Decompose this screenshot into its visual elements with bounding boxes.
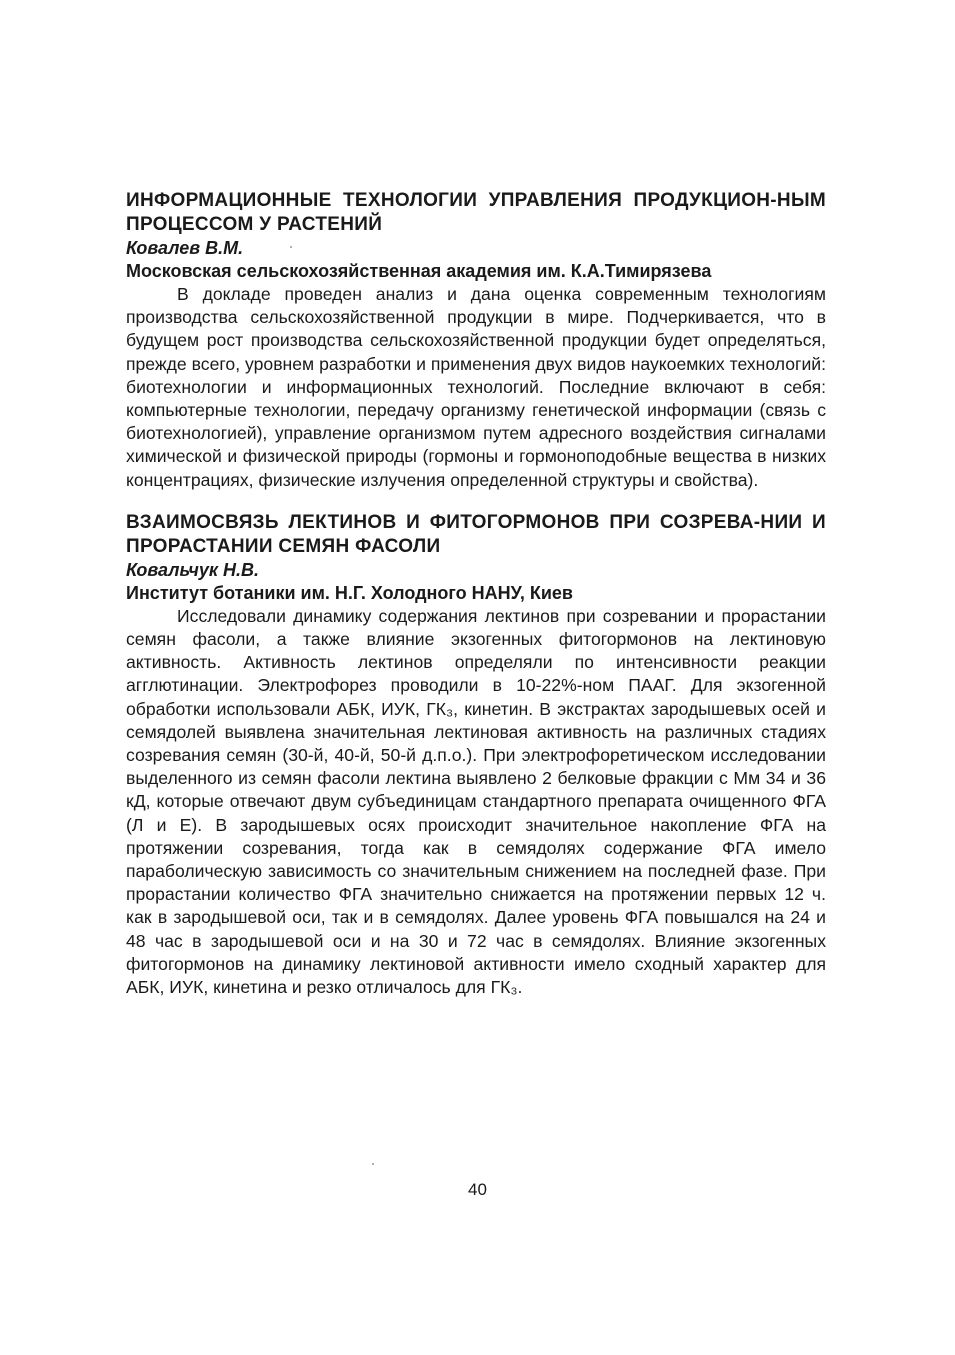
abstract-author: Ковальчук Н.В. <box>126 559 259 580</box>
abstract-body: В докладе проведен анализ и дана оценка современным технологиям производства сельскохозяйственной продукции в мире. Подчеркивается, что в будущем рост производства сельскохозяйственной продукции будет определяться, прежде всего, уровнем разработки и применения двух видов наукоемких технологий: биотехнологии и информационных технологий. Последние включают в себя: компьютерные технологии, передачу организму генетической информации (связь с биотехнологией), управление организмом путем адресного воздействия сигналами химической и физической природы (гормоны и гормоноподобные вещества в низких концентрациях, физические излучения определенной структуры и свойства). <box>126 284 826 490</box>
abstract-title: ВЗАИМОСВЯЗЬ ЛЕКТИНОВ И ФИТОГОРМОНОВ ПРИ СОЗРЕВА-НИИ И ПРОРАСТАНИИ СЕМЯН ФАСОЛИ <box>126 511 826 557</box>
page-number: 40 <box>468 1180 487 1199</box>
scan-speck <box>290 246 292 248</box>
abstract-2 <box>126 511 826 999</box>
abstract-affiliation: Институт ботаники им. Н.Г. Холодного НАНУ, Киев <box>126 582 573 603</box>
abstract-author: Ковалев В.М. <box>126 238 244 258</box>
page-content <box>126 189 826 999</box>
scan-speck <box>372 1163 374 1165</box>
abstract-1 <box>126 189 826 492</box>
abstract-title: ИНФОРМАЦИОННЫЕ ТЕХНОЛОГИИ УПРАВЛЕНИЯ ПРОДУКЦИОН-НЫМ ПРОЦЕССОМ У РАСТЕНИЙ <box>126 190 826 235</box>
abstract-body: Исследовали динамику содержания лектинов при созревании и прорастании семян фасоли, а также влияние экзогенных фитогормонов на лектиновую активность. Активность лектинов определяли по интенсивности реакции агглютинации. Электрофорез проводили в 10-22%-ном ПААГ. Для экзогенной обработки использовали АБК, ИУК, ГК₃, кинетин. В экстрактах зародышевых осей и семядолей выявлена значительная лектиновая активность на различных стадиях созревания семян (30-й, 40-й, 50-й д.п.о.). При электрофоретическом исследовании выделенного из семян фасоли лектина выявлено 2 белковые фракции с Мм 34 и 36 кД, которые отвечают двум субъединицам стандартного препарата очищенного ФГА (Л и Е). В зародышевых осях происходит значительное накопление ФГА на протяжении созревания, тогда как в семядолях содержание ФГА имело параболическую зависимость со значительным снижением на последней фазе. При прорастании количество ФГА значительно снижается на протяжении первых 12 ч. как в зародышевой оси, так и в семядолях. Далее уровень ФГА повышался на 24 и 48 час в зародышевой оси и на 30 и 72 час в семядолях. Влияние экзогенных фитогормонов на динамику лектиновой активности имело сходный характер для АБК, ИУК, кинетина и резко отличалось для ГК₃. <box>126 605 826 998</box>
abstract-affiliation: Московская сельскохозяйственная академия им. К.А.Тимирязева <box>126 261 712 281</box>
